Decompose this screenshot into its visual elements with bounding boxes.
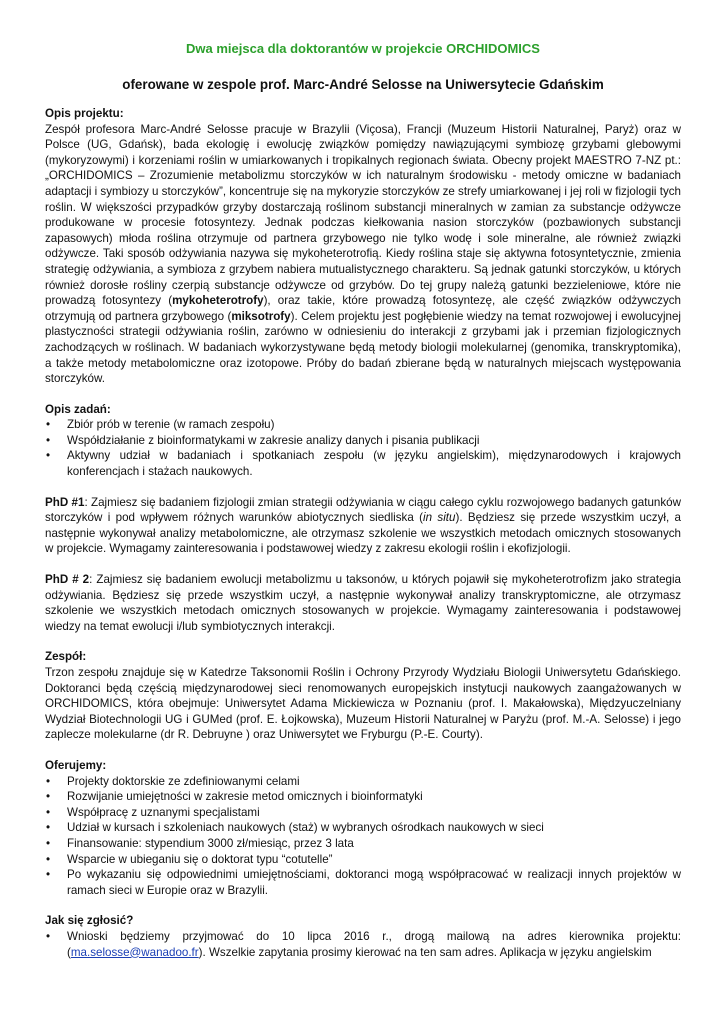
document-page (45, 40, 681, 960)
email-link[interactable]: ma.selosse@wanadoo.fr (70, 945, 199, 959)
opis-projektu-text: Zespół profesora Marc-André Selosse pracuje w Brazylii (Viçosa), Francji (Muzeum Historii Naturalnej, Paryż) oraz w Polsce (UG, Gdańsk), bada ekologię i ewolucję związków pomiędzy nawiązującymi symbiozę grzybami glebowymi (mykoryzowymi) i korzeniami roślin w umiarkowanych i tropikalnych regionach świata. Obecny projekt MAESTRO 7-NZ pt.: „ORCHIDOMICS – Zrozumienie metabolizmu storczyków w ich naturalnym środowisku - metody omiczne w badaniach adaptacji i symbiozy u storczyków”, koncentruje się na mykoryzie storczyków ze strefy umiarkowanej i jej roli w fizjologii tych roślin. W większości przypadków grzyby dostarczają roślinom substancji mineralnych w zamian za substancje odżywcze produkowane w procesie fotosyntezy. Jednak podczas kiełkowania nasion storczyków (pozbawionych substancji zapasowych) młoda roślina otrzymuje od partnera grzybowego nie tylko wodę i sole mineralne, ale również związki odżywcze. Taki sposób odżywiania nazywa się mykoheterotrofią. Kiedy roślina staje się aktywna fotosyntetycznie, zmienia strategię odżywiania, a symbioza z grzybem nabiera mutualistycznego charakteru. Są jednak gatunki storczyków, u których również dorosłe rośliny czerpią substancje odżywcze od grzybów. Do tej grupy należą gatunki bezzieleniowe, które nie prowadzą fotosyntezy (mykoheterotrofy), oraz takie, które prowadzą fotosyntezę, ale część związków odżywczych otrzymują od partnera grzybowego (miksotrofy). Celem projektu jest pogłębienie wiedzy na temat rozwojowej i ewolucyjnej plastyczności strategii odżywiania roślin, zarówno w odniesieniu do interakcji z grzybami jak i przemian fizjologicznych zachodzących w roślinach. W badaniach wykorzystywane będą metody biologii molekularnej (genomika, transkryptomika), a także metody metabolomiczne oraz izotopowe. Próby do badań zbierane będą w naturalnych miejscach występowania storczyków. (45, 122, 682, 386)
list-item: • Finansowanie: stypendium 3000 zł/miesiąc, przez 3 lata (46, 836, 354, 850)
bullet-icon: • (46, 821, 51, 835)
bullet-icon: • (46, 449, 51, 463)
list-item: • Wnioski będziemy przyjmować do 10 lipca 2016 r., drogą mailową na adres kierownika projektu: (ma.selosse@wanadoo.fr). Wszelkie zapytania prosimy kierować na ten sam adres. Aplikacja w języku angielskim (46, 929, 681, 959)
bullet-icon: • (46, 433, 51, 447)
section-heading-oferujemy: Oferujemy: (45, 758, 107, 772)
oferujemy-list (45, 774, 681, 899)
bullet-icon: • (46, 418, 51, 432)
section-phd1 (45, 495, 681, 557)
list-item: • Po wykazaniu się odpowiednimi umiejętnościami, doktoranci mogą współpracować w realizacji innych projektów w ramach sieci w Europie oraz w Brazylii. (46, 868, 681, 897)
section-opis-zadan (45, 402, 681, 480)
bullet-icon: • (46, 868, 51, 882)
zadania-list (45, 417, 681, 479)
section-zespol (45, 649, 681, 743)
bullet-icon: • (46, 836, 51, 850)
list-item: • Współpracę z uznanymi specjalistami (46, 805, 260, 819)
list-item: • Udział w kursach i szkoleniach naukowych (staż) w wybranych ośrodkach naukowych w sieci (46, 821, 544, 835)
list-item: • Rozwijanie umiejętności w zakresie metod omicznych i bioinformatyki (46, 790, 423, 804)
section-heading-opis-zadan: Opis zadań: (45, 402, 111, 416)
section-phd2 (45, 572, 681, 634)
bullet-icon: • (46, 805, 51, 819)
section-jak-sie-zglosic (45, 913, 681, 960)
phd2-text: PhD # 2: Zajmiesz się badaniem ewolucji metabolizmu u taksonów, u których pojawił się mykoheterotrofizm jako strategia odżywiania. Będziesz się przede wszystkim uczył, a następnie wykonywał analizy transkryptomiczne, ale otrzymasz szkolenie we wszystkich metodach omicznych stosowanych w projekcie. Wymagamy zainteresowania i podstawowej wiedzy na temat ewolucji i/lub symbiotycznych interakcji. (45, 573, 681, 633)
phd1-text: PhD #1: Zajmiesz się badaniem fizjologii zmian strategii odżywiania w ciągu całego cyklu rozwojowego badanych gatunków storczyków i pod wpływem różnych warunków abiotycznych siedliska (in situ). Będziesz się przede wszystkim uczył, a następnie wykonywał analizy metabolomiczne, ale otrzymasz szkolenie we wszystkich metodach omicznych stosowanych w projekcie. Wymagamy zainteresowania i podstawowej wiedzy z zakresu ekologii roślin i ekofizjologii. (45, 495, 681, 556)
document-title: Dwa miejsca dla doktorantów w projekcie ORCHIDOMICS (186, 41, 540, 56)
list-item: • Współdziałanie z bioinformatykami w zakresie analizy danych i pisania publikacji (46, 433, 480, 447)
section-heading-opis-projektu: Opis projektu: (45, 107, 124, 120)
phd2-label: PhD # 2 (45, 573, 90, 587)
document-subtitle: oferowane w zespole prof. Marc-André Selosse na Uniwersytecie Gdańskim (122, 77, 604, 92)
bullet-icon: • (46, 852, 51, 866)
phd1-label: PhD #1 (45, 495, 85, 509)
section-oferujemy (45, 758, 681, 898)
section-heading-jak-sie-zglosic: Jak się zgłosić? (45, 914, 134, 928)
zespol-text: Trzon zespołu znajduje się w Katedrze Taksonomii Roślin i Ochrony Przyrody Wydziału Biologii Uniwersytetu Gdańskiego. Doktoranci będą częścią międzynarodowej sieci renomowanych europejskich instytucji naukowych zaangażowanych w ORCHIDOMICS, która obejmuje: Uniwersytet Adama Mickiewicza w Poznaniu (prof. I. Makałowska), Międzyuczelniany Wydział Biotechnologii UG i GUMed (prof. E. Łojkowska), Muzeum Historii Naturalnej w Paryżu (prof. M.-A. Selosse) i jego zaplecze molekularne (dr R. Debruyne ) oraz Uniwersytet we Fryburgu (P.-E. Courty). (45, 666, 681, 742)
list-item: • Projekty doktorskie ze zdefiniowanymi celami (46, 774, 300, 788)
list-item: • Zbiór prób w terenie (w ramach zespołu) (46, 418, 275, 432)
list-item: • Aktywny udział w badaniach i spotkaniach zespołu (w języku angielskim), międzynarodowych i krajowych konferencjach i stażach naukowych. (46, 449, 681, 479)
zglos-list (45, 929, 681, 960)
bullet-icon: • (46, 790, 51, 804)
bullet-icon: • (46, 929, 51, 943)
section-opis-projektu (45, 106, 681, 387)
list-item: • Wsparcie w ubieganiu się o doktorat typu “cotutelle” (46, 852, 333, 866)
bullet-icon: • (46, 774, 51, 788)
section-heading-zespol: Zespół: (45, 650, 87, 664)
